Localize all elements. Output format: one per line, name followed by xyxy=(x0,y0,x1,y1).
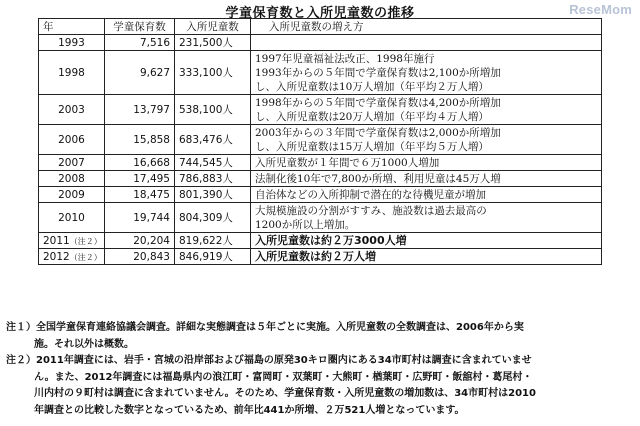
cell-children-count: 846,919人 xyxy=(175,249,251,265)
description-line: 入所児童数は約２万人増 xyxy=(255,249,376,263)
description-line: 1993年からの５年間で学童保育数は2,100か所増加 xyxy=(255,66,501,79)
cell-increase-description xyxy=(251,155,602,171)
table-row xyxy=(39,125,602,155)
cell-children-count: 538,100人 xyxy=(175,95,251,125)
cell-facility-count: 18,475 xyxy=(105,187,175,203)
year-value: 2008 xyxy=(58,172,85,185)
year-value: 2006 xyxy=(58,133,85,146)
year-value: 2010 xyxy=(58,211,85,224)
cell-children-count: 801,390人 xyxy=(175,187,251,203)
cell-facility-count: 20,843 xyxy=(105,249,175,265)
table-row xyxy=(39,95,602,125)
table-row xyxy=(39,51,602,95)
cell-increase-description xyxy=(251,51,602,95)
trend-table xyxy=(38,18,602,265)
year-value: 2012 xyxy=(43,250,70,263)
cell-year xyxy=(39,95,105,125)
description-line: 大規模施設の分割がすすみ、施設数は過去最高の xyxy=(255,204,487,217)
cell-facility-count: 16,668 xyxy=(105,155,175,171)
cell-year xyxy=(39,35,105,51)
table-header-row xyxy=(39,19,602,35)
description-line: 1997年児童福祉法改正、1998年施行 xyxy=(255,52,435,65)
table-row xyxy=(39,35,602,51)
resemom-logo: ReseMom xyxy=(569,2,632,17)
page-title: 学童保育数と入所児童数の推移 xyxy=(225,6,415,21)
cell-increase-description xyxy=(251,233,602,249)
table-row xyxy=(39,155,602,171)
cell-facility-count: 9,627 xyxy=(105,51,175,95)
note-1-line-2: 施。それ以外は概数。 xyxy=(34,338,134,350)
cell-year xyxy=(39,233,105,249)
description-line: 入所児童数が１年間で６万1000人増加 xyxy=(255,156,440,169)
header-year: 年 xyxy=(39,19,105,35)
header-facility-count: 学童保育数 xyxy=(105,19,175,35)
year-value: 2009 xyxy=(58,188,85,201)
year-value: 2011 xyxy=(43,234,70,247)
year-value: 2007 xyxy=(58,156,85,169)
cell-children-count: 231,500人 xyxy=(175,35,251,51)
cell-year xyxy=(39,51,105,95)
description-line: し、入所児童数は20万人増加（年平均４万人増） xyxy=(255,110,489,123)
cell-children-count: 819,622人 xyxy=(175,233,251,249)
cell-year xyxy=(39,171,105,187)
table-row xyxy=(39,171,602,187)
cell-year xyxy=(39,249,105,265)
description-line: 2003年からの３年間で学童保育数は2,000か所増加 xyxy=(255,126,501,139)
year-value: 2003 xyxy=(58,103,85,116)
cell-children-count: 333,100人 xyxy=(175,51,251,95)
cell-year xyxy=(39,187,105,203)
cell-facility-count: 15,858 xyxy=(105,125,175,155)
cell-facility-count: 7,516 xyxy=(105,35,175,51)
note-2-line-4: 年調査との比較した数字となっているため、前年比441か所増、２万521人増となっています。 xyxy=(34,404,465,416)
description-line: 入所児童数は約２万3000人増 xyxy=(255,233,407,247)
description-line: 1998年からの５年間で学童保育数は4,200か所増加 xyxy=(255,96,501,109)
cell-increase-description xyxy=(251,125,602,155)
cell-children-count: 683,476人 xyxy=(175,125,251,155)
header-increase: 入所児童数の増え方 xyxy=(251,19,602,35)
header-children-count: 入所児童数 xyxy=(175,19,251,35)
cell-facility-count: 19,744 xyxy=(105,203,175,233)
cell-children-count: 744,545人 xyxy=(175,155,251,171)
cell-increase-description xyxy=(251,171,602,187)
table-row xyxy=(39,249,602,265)
description-line: 法制化後10年で7,800か所増、利用児童は45万人増 xyxy=(255,172,501,185)
note-1-line-1: 注１）全国学童保育連絡協議会調査。詳細な実態調査は５年ごとに実施。入所児童数の全数調査は、2006年から実 xyxy=(6,322,524,333)
table-row xyxy=(39,233,602,249)
cell-year xyxy=(39,155,105,171)
year-note: （注２） xyxy=(69,236,102,246)
cell-increase-description xyxy=(251,35,602,51)
description-line: 1200か所以上増加。 xyxy=(255,218,356,231)
cell-increase-description xyxy=(251,95,602,125)
cell-year xyxy=(39,125,105,155)
cell-children-count: 804,309人 xyxy=(175,203,251,233)
year-value: 1993 xyxy=(58,36,85,49)
table-row xyxy=(39,203,602,233)
note-2-line-1: 注２）2011年調査には、岩手・宮城の沿岸部および福島の原発30キロ圏内にある34市町村は調査に含まれていませ xyxy=(6,355,532,366)
cell-facility-count: 17,495 xyxy=(105,171,175,187)
description-line: 自治体などの入所抑制で潜在的な待機児童が増加 xyxy=(255,188,486,201)
footnotes xyxy=(6,320,634,419)
note-2-line-3: 川内村の９町村は調査に含まれていません。そのため、学童保育数・入所児童数の増加数は、34市町村は2010 xyxy=(34,388,536,399)
cell-increase-description xyxy=(251,249,602,265)
note-2-line-2: ん。また、2012年調査には福島県内の浪江町・富岡町・双葉町・大熊町・楢葉町・広野町・飯舘村・葛尾村・ xyxy=(34,371,533,383)
cell-increase-description xyxy=(251,187,602,203)
description-line: し、入所児童数は15万人増加（年平均５万人増） xyxy=(255,140,489,153)
cell-year xyxy=(39,203,105,233)
description-line: し、入所児童数は10万人増加（年平均２万人増） xyxy=(255,80,489,93)
cell-increase-description xyxy=(251,203,602,233)
cell-facility-count: 20,204 xyxy=(105,233,175,249)
year-note: （注２） xyxy=(69,252,102,262)
table-row xyxy=(39,187,602,203)
year-value: 1998 xyxy=(58,66,85,79)
cell-children-count: 786,883人 xyxy=(175,171,251,187)
cell-facility-count: 13,797 xyxy=(105,95,175,125)
